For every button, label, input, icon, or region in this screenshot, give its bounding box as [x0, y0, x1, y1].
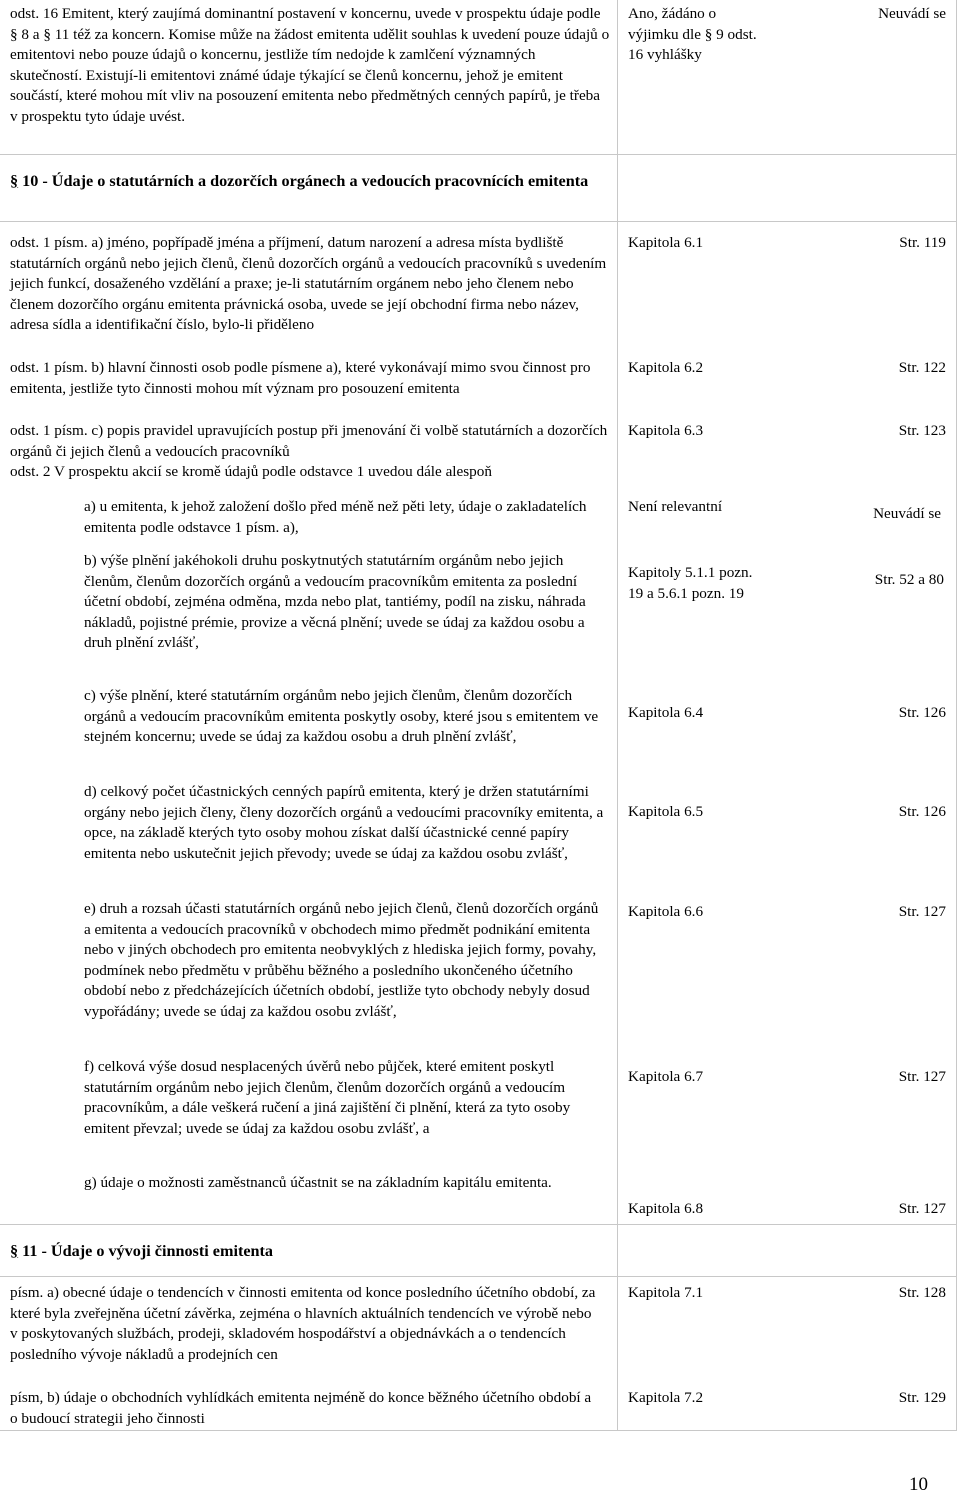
reference-cell: Není relevantní: [628, 498, 723, 515]
page-number: 10: [909, 1474, 928, 1495]
page-cell: Str. 123: [898, 422, 946, 439]
reference-cell: Kapitola 6.3: [628, 422, 704, 439]
row-divider: [0, 1430, 957, 1431]
reference-cell: Kapitola 6.8: [628, 1200, 704, 1217]
requirement-text: odst. 1 písm. b) hlavní činnosti osob podle písmene a), které vykonávají mimo svou činnost pro emitenta, jestliže tyto činnosti mohou mít význam pro posouzení emitenta: [10, 359, 591, 397]
reference-cell: Ano, žádáno o výjimku dle § 9 odst. 16 vyhlášky: [628, 5, 757, 64]
requirement-text: d) celkový počet účastnických cenných papírů emitenta, který je držen statutárními orgány nebo jejich členy, členy dozorčích orgánů a vedoucími pracovníky emitenta, a opce, na základě kterých tyto osoby mohou získat další účastnické cenné papíry emitenta nebo uskutečnit jejich převody; uvede se údaj za každou osobu zvlášť,: [84, 783, 604, 862]
page-cell: Str. 122: [898, 359, 946, 376]
reference-cell: Kapitola 7.1: [628, 1284, 704, 1301]
page-cell: Str. 127: [898, 903, 946, 920]
section-symbol: §: [10, 172, 19, 190]
row-divider: [0, 154, 957, 155]
reference-cell: Kapitola 6.1: [628, 234, 704, 251]
reference-cell: Kapitola 7.2: [628, 1389, 704, 1406]
requirement-text: a) u emitenta, k jehož založení došlo před méně než pěti lety, údaje o zakladatelích emitenta podle odstavce 1 písm. a),: [84, 498, 587, 536]
page-cell: Str. 119: [899, 234, 946, 251]
reference-cell: Kapitola 6.6: [628, 903, 704, 920]
column-divider-2: [956, 0, 957, 1431]
requirement-text: e) druh a rozsah účasti statutárních orgánů nebo jejich členů, členů dozorčích orgánů a emitenta a vedoucích pracovníků v obchodech mimo předmět podnikání emitenta nebo v jiných obchodech pro emitenta neobvyklých z hlediska jejich formy, povahy, podmínek nebo předmětu v průběhu běžného a posledního ukončeného účetního období nebo z předcházejících účetních období, jestliže tyto obchody nebyly dosud vypořádány; uvede se údaj za každou osobu zvlášť,: [84, 900, 599, 1020]
section-heading: [10, 1240, 610, 1262]
requirement-text: odst. 16 Emitent, který zaujímá dominantní postavení v koncernu, uvede v prospektu údaje podle § 8 a § 11 též za koncern. Komise může na žádost emitenta udělit souhlas k uvedení pouze údajů o emitentovi nebo pouze údajů o koncernu, jestliže tím nedojde k zamlčení významných skutečností. Existují-li emitentovi známé údaje týkající se členů koncernu, jehož je emitent součástí, které mohou mít vliv na posouzení emitenta nebo předmětných cenných papírů, je třeba v prospektu tyto údaje uvést.: [10, 5, 610, 125]
reference-cell: Kapitola 6.5: [628, 803, 704, 820]
section-title: 11 - Údaje o vývoji činnosti emitenta: [22, 1242, 274, 1260]
page-cell: Neuvádí se: [878, 5, 946, 22]
page-cell: Str. 127: [898, 1200, 946, 1217]
requirement-text: písm. a) obecné údaje o tendencích v činnosti emitenta od konce posledního účetního období, za které byla zveřejněna účetní závěrka, zejména o hlavních aktuálních tendencích ve výrobě nebo v poskytovaných službách, prodeji, skladovém hospodářství a objednávkách a o tendencích posledního vývoje nákladů a prodejních cen: [10, 1284, 596, 1363]
requirement-text: g) údaje o možnosti zaměstnanců účastnit se na základním kapitálu emitenta.: [84, 1174, 552, 1191]
requirement-text: odst. 2 V prospektu akcií se kromě údajů podle odstavce 1 uvedou dále alespoň: [10, 463, 492, 480]
requirement-text: f) celková výše dosud nesplacených úvěrů nebo půjček, které emitent poskytl statutárním orgánům nebo jejich členům, členům dozorčích orgánů a vedoucím pracovníkům, a dále veškerá ručení a jiná zajištění či plnění, která za tyto osoby emitent převzal; uvede se údaj za každou osobu zvlášť, a: [84, 1058, 571, 1137]
section-heading: [10, 170, 610, 192]
page-cell: Str. 129: [898, 1389, 946, 1406]
row-divider: [0, 1224, 957, 1225]
requirement-text: odst. 1 písm. a) jméno, popřípadě jména a příjmení, datum narození a adresa místa bydliště statutárních orgánů nebo jejich členů, členů dozorčích orgánů a vedoucích pracovníků s uvedením jejich funkcí, dosaženého vzdělání a praxe; je-li statutárním orgánem nebo jeho členem nebo členem dozorčího orgánu emitenta právnická osoba, uvede se její obchodní firma nebo název, adresa sídla a identifikační číslo, bylo-li přiděleno: [10, 234, 607, 334]
page-cell: Str. 126: [898, 803, 946, 820]
row-divider: [0, 1276, 957, 1277]
column-divider-1: [617, 0, 618, 1431]
requirement-text: písm, b) údaje o obchodních vyhlídkách emitenta nejméně do konce běžného účetního období a o budoucí strategii jeho činnosti: [10, 1389, 592, 1427]
page-cell: Neuvádí se: [873, 505, 941, 522]
reference-cell: Kapitoly 5.1.1 pozn. 19 a 5.6.1 pozn. 19: [628, 564, 753, 602]
page-cell: Str. 128: [898, 1284, 946, 1301]
row-divider: [0, 221, 957, 222]
requirement-text: c) výše plnění, které statutárním orgánům nebo jejich členům, členům dozorčích orgánů a vedoucím pracovníkům emitenta poskytly osoby, které jsou s emitentem ve stejném koncernu; uvede se údaj za každou osobu a druh plnění zvlášť,: [84, 687, 599, 746]
requirement-text: b) výše plnění jakéhokoli druhu poskytnutých statutárním orgánům nebo jejich členům, členům dozorčích orgánů a vedoucím pracovníkům emitenta za poslední účetní období, zejména odměna, mzda nebo plat, tantiémy, podíl na zisku, náhrada nákladů, pojistné prémie, provize a věcná plnění; uvede se údaj za každou osobu a druh plnění zvlášť,: [84, 552, 586, 652]
reference-cell: Kapitola 6.4: [628, 704, 704, 721]
requirement-text: odst. 1 písm. c) popis pravidel upravujících postup při jmenování či volbě statutárních a dozorčích orgánů či jejich členů a vedoucích pracovníků: [10, 422, 608, 460]
section-symbol: §: [10, 1242, 19, 1260]
section-title: 10 - Údaje o statutárních a dozorčích orgánech a vedoucích pracovnících emitenta: [22, 172, 589, 190]
reference-cell: Kapitola 6.2: [628, 359, 704, 376]
page-cell: Str. 126: [898, 704, 946, 721]
page-cell: Str. 52 a 80: [874, 571, 944, 588]
page-cell: Str. 127: [898, 1068, 946, 1085]
reference-cell: Kapitola 6.7: [628, 1068, 704, 1085]
